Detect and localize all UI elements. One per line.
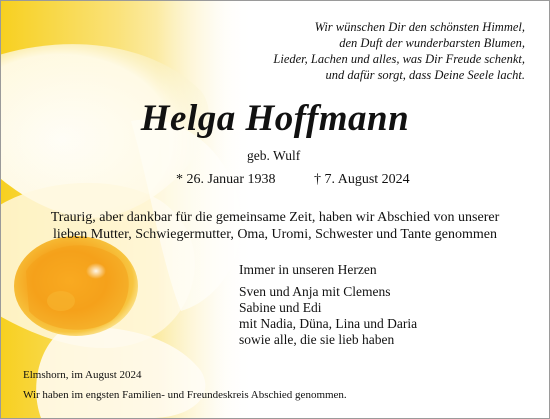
family-line: Sabine und Edi bbox=[239, 300, 322, 315]
poem-line: Wir wünschen Dir den schönsten Himmel, bbox=[314, 20, 525, 34]
family-line: Sven und Anja mit Clemens bbox=[239, 284, 391, 299]
family-line: mit Nadia, Düna, Lina und Daria bbox=[239, 316, 418, 331]
place-date: Elmshorn, im August 2024 bbox=[23, 369, 142, 381]
message-line: lieben Mutter, Schwiegermutter, Oma, Uromi, Schwester und Tante genommen bbox=[53, 227, 497, 242]
deceased-name: Helga Hoffmann bbox=[140, 98, 410, 139]
poem-line: Lieder, Lachen und alles, was Dir Freude schenkt, bbox=[273, 52, 525, 66]
poem-line: den Duft der wunderbarsten Blumen, bbox=[339, 36, 525, 50]
mourning-message bbox=[1, 209, 549, 243]
maiden-name: geb. Wulf bbox=[247, 148, 301, 163]
family-line: sowie alle, die sie lieb haben bbox=[239, 332, 395, 347]
closing-note: Wir haben im engsten Familien- und Freundeskreis Abschied genommen. bbox=[23, 389, 347, 401]
death-date: † 7. August 2024 bbox=[314, 172, 410, 187]
family-block bbox=[239, 262, 417, 348]
message-line: Traurig, aber dankbar für die gemeinsame Zeit, haben wir Abschied von unserer bbox=[50, 210, 500, 225]
birth-date: * 26. Januar 1938 bbox=[176, 172, 276, 187]
family-heading: Immer in unseren Herzen bbox=[239, 262, 377, 277]
poem-line: und dafür sorgt, dass Deine Seele lacht. bbox=[325, 68, 525, 82]
poem bbox=[273, 19, 525, 83]
